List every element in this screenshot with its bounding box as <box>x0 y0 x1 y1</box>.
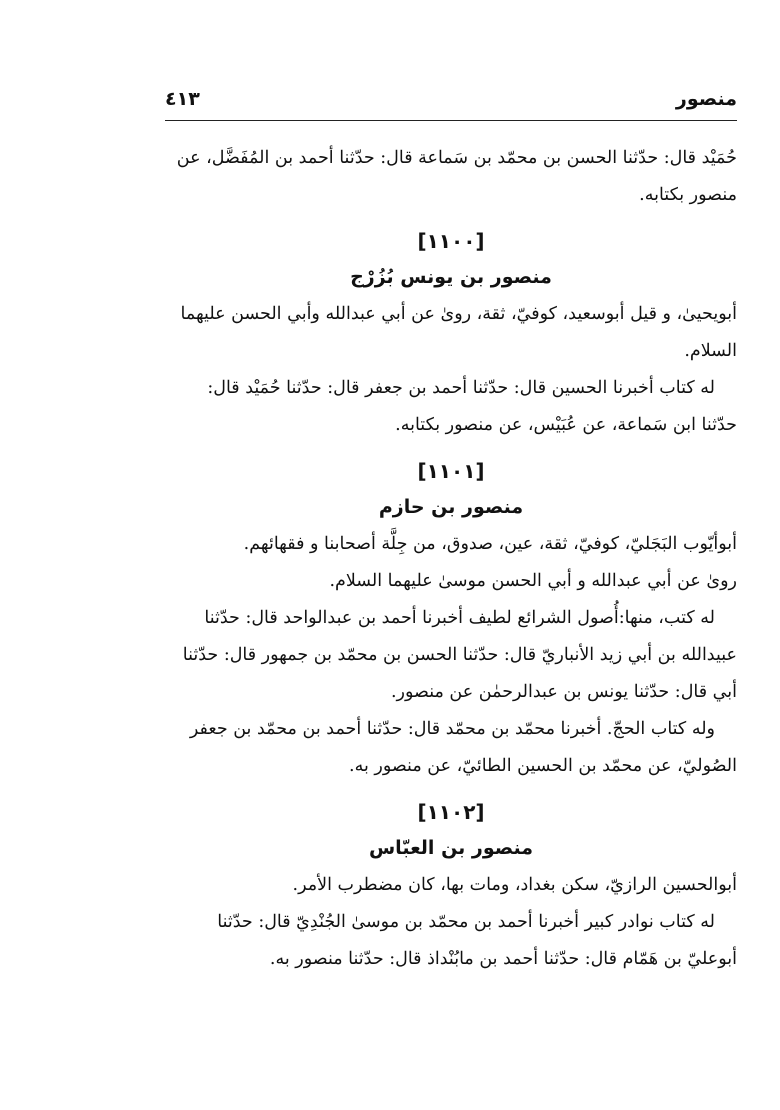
header-rule <box>165 120 737 121</box>
entry-line: أبي قال: حدّثنا يونس بن عبدالرحمٰن عن منصور. <box>390 682 737 702</box>
entry-line: أبوأيّوب البَجَليّ، كوفيّ، ثقة، عين، صدوق، من جِلَّة أصحابنا و فقهائهم. <box>243 534 737 554</box>
entry-name: منصور بن يونس بُزُرْج <box>350 266 552 288</box>
entry-line: أبوالحسين الرازيّ، سكن بغداد، ومات بها، كان مضطرب الأمر. <box>292 875 737 895</box>
page-body <box>165 140 737 978</box>
page-number: ٤١٣ <box>165 88 200 110</box>
intro-line: حُمَيْد قال: حدّثنا الحسن بن محمّد بن سَماعة قال: حدّثنا أحمد بن المُفَضَّل، عن <box>176 148 737 168</box>
page-header <box>165 88 737 110</box>
entry-line: له كتب، منها:أُصول الشرائع لطيف أخبرنا أحمد بن عبدالواحد قال: حدّثنا <box>204 608 715 628</box>
entry-number: [١١٠٠] <box>417 229 485 253</box>
entry-line: حدّثنا ابن سَماعة، عن عُبَيْس، عن منصور بكتابه. <box>395 415 737 435</box>
entry-name: منصور بن العبّاس <box>368 837 534 859</box>
entry-line: السلام. <box>684 341 737 361</box>
running-title: منصور <box>675 88 737 110</box>
entry-number: [١١٠٢] <box>417 800 485 824</box>
intro-line: منصور بكتابه. <box>639 185 737 205</box>
entry-line: أبويحيىٰ، و قيل أبوسعيد، كوفيّ، ثقة، روىٰ عن أبي عبدالله وأبي الحسن عليهما <box>180 304 737 324</box>
entry-line: عبيدالله بن أبي زيد الأنباريّ قال: حدّثنا الحسن بن محمّد بن جمهور قال: حدّثنا <box>182 645 737 665</box>
entry-line: له كتاب نوادر كبير أخبرنا أحمد بن محمّد بن موسىٰ الجُنْدِيّ قال: حدّثنا <box>217 912 715 932</box>
entry-line: له كتاب أخبرنا الحسين قال: حدّثنا أحمد بن جعفر قال: حدّثنا حُمَيْد قال: <box>207 378 715 398</box>
entry-line: روىٰ عن أبي عبدالله و أبي الحسن موسىٰ عليهما السلام. <box>329 571 737 591</box>
entry-name: منصور بن حازم <box>378 496 524 518</box>
entry-number: [١١٠١] <box>417 459 485 483</box>
entry-line: الصُوليّ، عن محمّد بن الحسين الطائيّ، عن منصور به. <box>349 756 737 776</box>
entry-line: أبوعليّ بن هَمّام قال: حدّثنا أحمد بن مابُنْداذ قال: حدّثنا منصور به. <box>269 949 737 969</box>
entry-line: وله كتاب الحجّ. أخبرنا محمّد بن محمّد قال: حدّثنا أحمد بن محمّد بن جعفر <box>189 719 715 739</box>
